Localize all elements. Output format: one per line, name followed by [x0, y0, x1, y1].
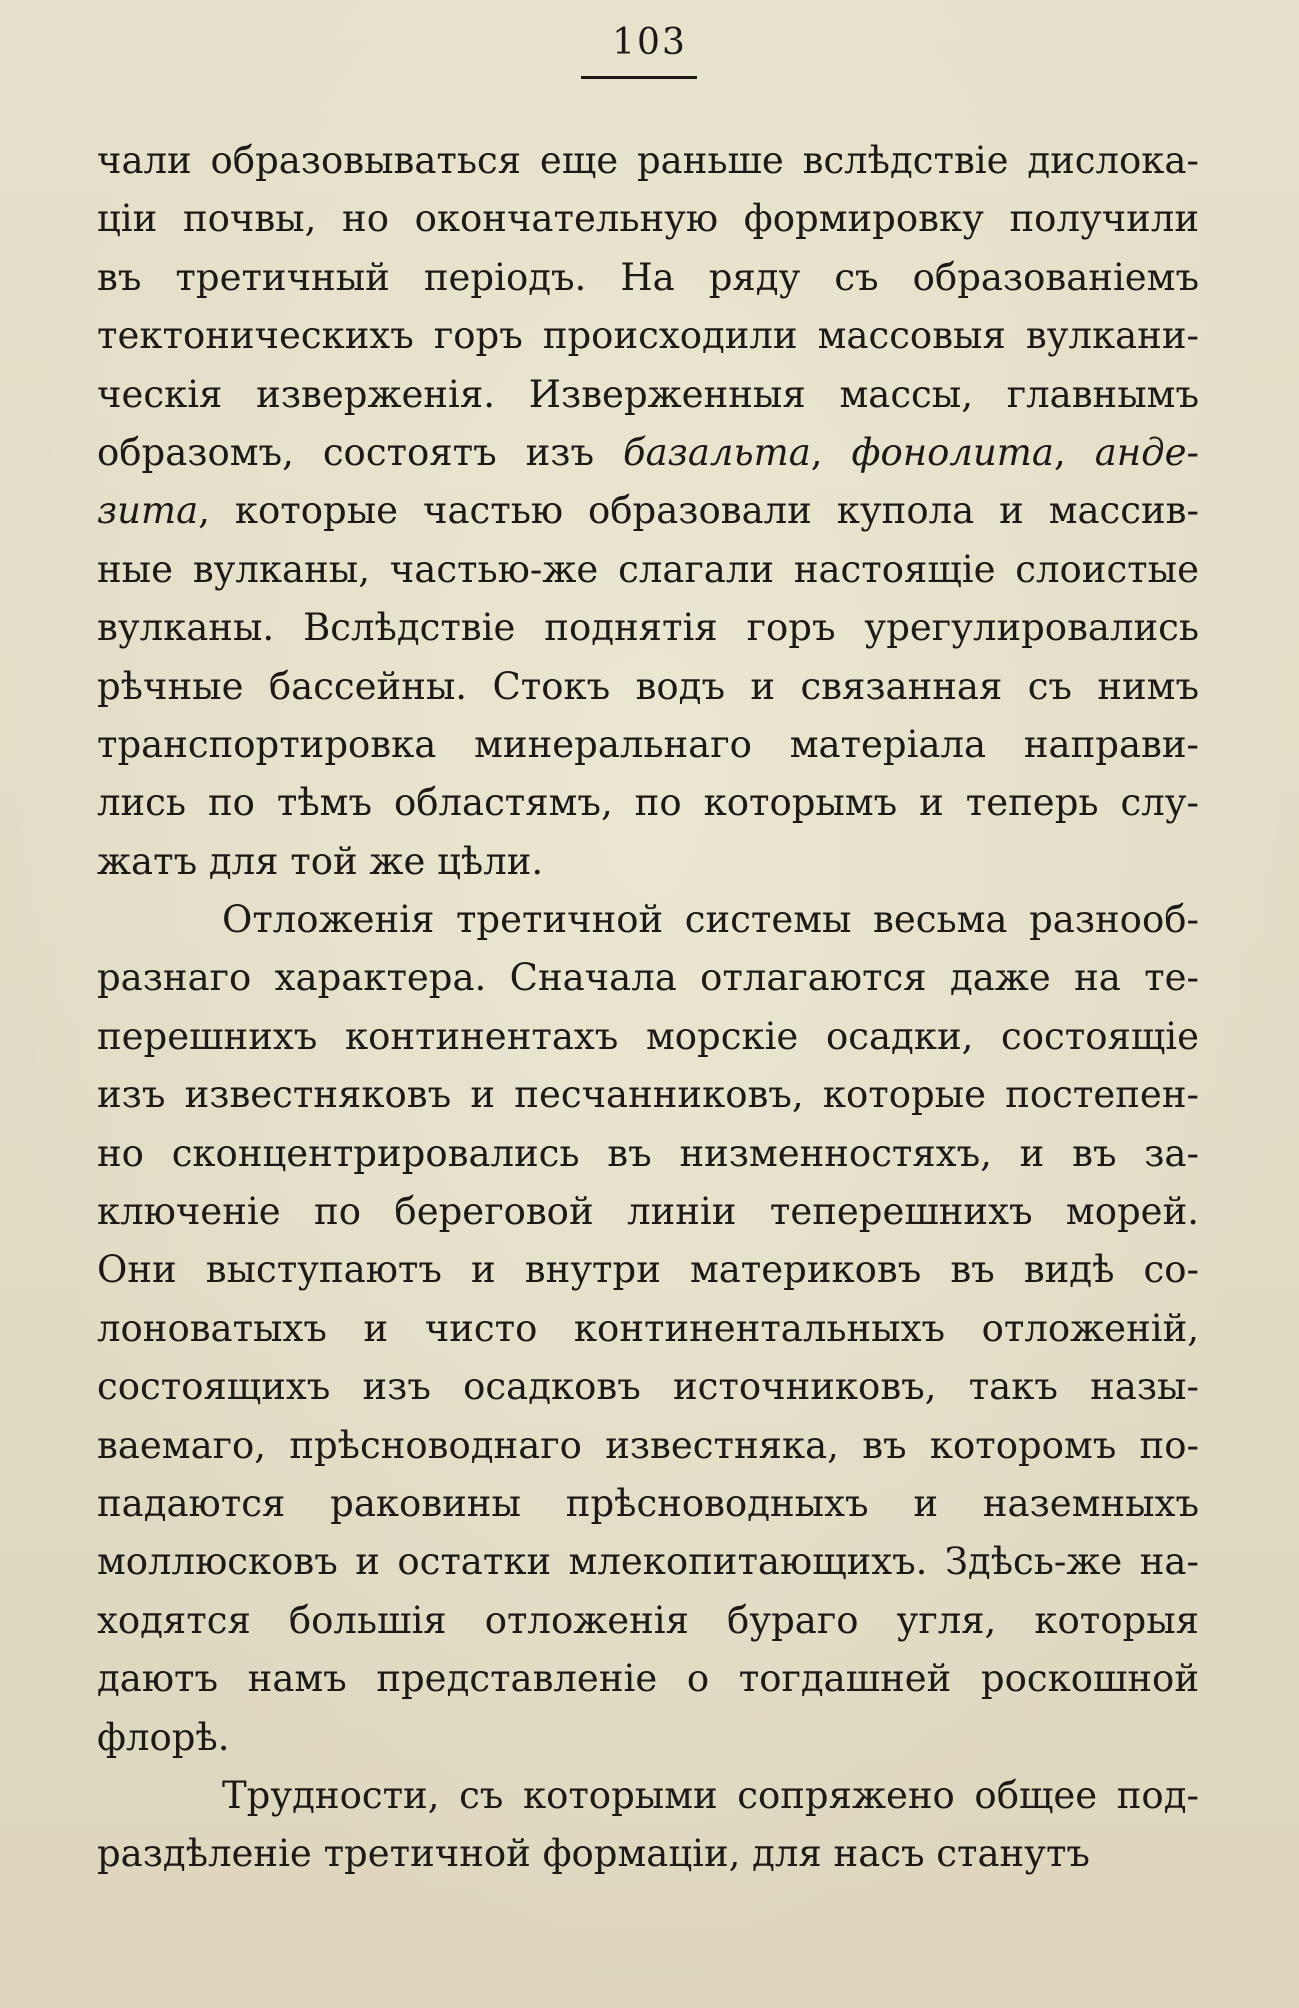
italic-term: зита — [97, 489, 199, 533]
italic-term: анде- — [1094, 430, 1199, 474]
text-line: вулканы. Вслѣдствіе поднятія горъ урегулировались — [97, 606, 1199, 650]
paragraph — [97, 132, 1199, 891]
text-line: чали образовываться еще раньше вслѣдствіе дислока- — [97, 139, 1199, 182]
text-line: тектоническихъ горъ происходили массовыя вулкани- — [97, 314, 1199, 358]
text-line: рѣчные бассейны. Стокъ водъ и связанная съ нимъ — [97, 664, 1199, 708]
italic-term: базальта — [623, 430, 811, 474]
text-line: даютъ намъ представленіе о тогдашней роскошной — [97, 1657, 1199, 1701]
text-line: Отложенія третичной системы весьма разнооб- — [222, 898, 1199, 942]
text-line: лись по тѣмъ областямъ, по которымъ и теперь слу- — [97, 781, 1199, 825]
text-line: но сконцентрировались въ низменностяхъ, и въ за- — [97, 1131, 1199, 1175]
body-text — [97, 132, 1199, 1884]
text-segment: , — [810, 430, 852, 474]
text-line: падаются раковины прѣсноводныхъ и наземныхъ — [97, 1481, 1199, 1525]
text-line: состоящихъ изъ осадковъ источниковъ, такъ назы- — [97, 1365, 1199, 1409]
text-line: изъ известняковъ и песчанниковъ, которые постепен- — [97, 1073, 1199, 1117]
text-line: ные вулканы, частью-же слагали настоящіе слоистые — [97, 547, 1199, 591]
text-line: жатъ для той же цѣли. — [97, 839, 544, 883]
text-line: перешнихъ континентахъ морскіе осадки, состоящіе — [97, 1014, 1199, 1058]
text-line: ческія изверженія. Изверженныя массы, главнымъ — [97, 372, 1199, 416]
text-line: ваемаго, прѣсноводнаго известняка, въ которомъ по- — [97, 1423, 1199, 1467]
text-line: лоноватыхъ и чисто континентальныхъ отложеній, — [97, 1306, 1199, 1350]
text-line: транспортировка минеральнаго матеріала направи- — [97, 722, 1199, 766]
paragraph — [97, 1767, 1199, 1884]
text-line: раздѣленіе третичной формаціи, для насъ станутъ — [97, 1832, 1090, 1876]
text-line: Трудности, съ которыми сопряжено общее под- — [222, 1773, 1199, 1817]
text-line: ціи почвы, но окончательную формировку получили — [97, 197, 1199, 241]
paragraph — [97, 891, 1199, 1767]
text-line: ходятся большія отложенія бураго угля, которыя — [97, 1598, 1199, 1642]
text-line: Они выступаютъ и внутри материковъ въ видѣ со- — [97, 1248, 1199, 1292]
page-number-underline — [581, 76, 697, 79]
text-line: моллюсковъ и остатки млекопитающихъ. Здѣсь-же на- — [97, 1540, 1199, 1584]
italic-term: фонолита — [851, 430, 1054, 474]
page-number: 103 — [612, 22, 687, 63]
text-line: ключеніе по береговой линіи теперешнихъ морей. — [97, 1190, 1199, 1234]
text-line — [97, 482, 1199, 540]
text-segment: , которые частью образовали купола и массив- — [198, 489, 1199, 533]
text-segment: , — [1053, 430, 1095, 474]
text-segment: образомъ, состоятъ изъ — [97, 430, 624, 474]
text-line: въ третичный періодъ. На ряду съ образованіемъ — [97, 255, 1199, 299]
text-line: флорѣ. — [97, 1715, 230, 1759]
text-line: разнаго характера. Сначала отлагаются даже на те- — [97, 956, 1199, 1000]
text-line — [97, 424, 1199, 482]
